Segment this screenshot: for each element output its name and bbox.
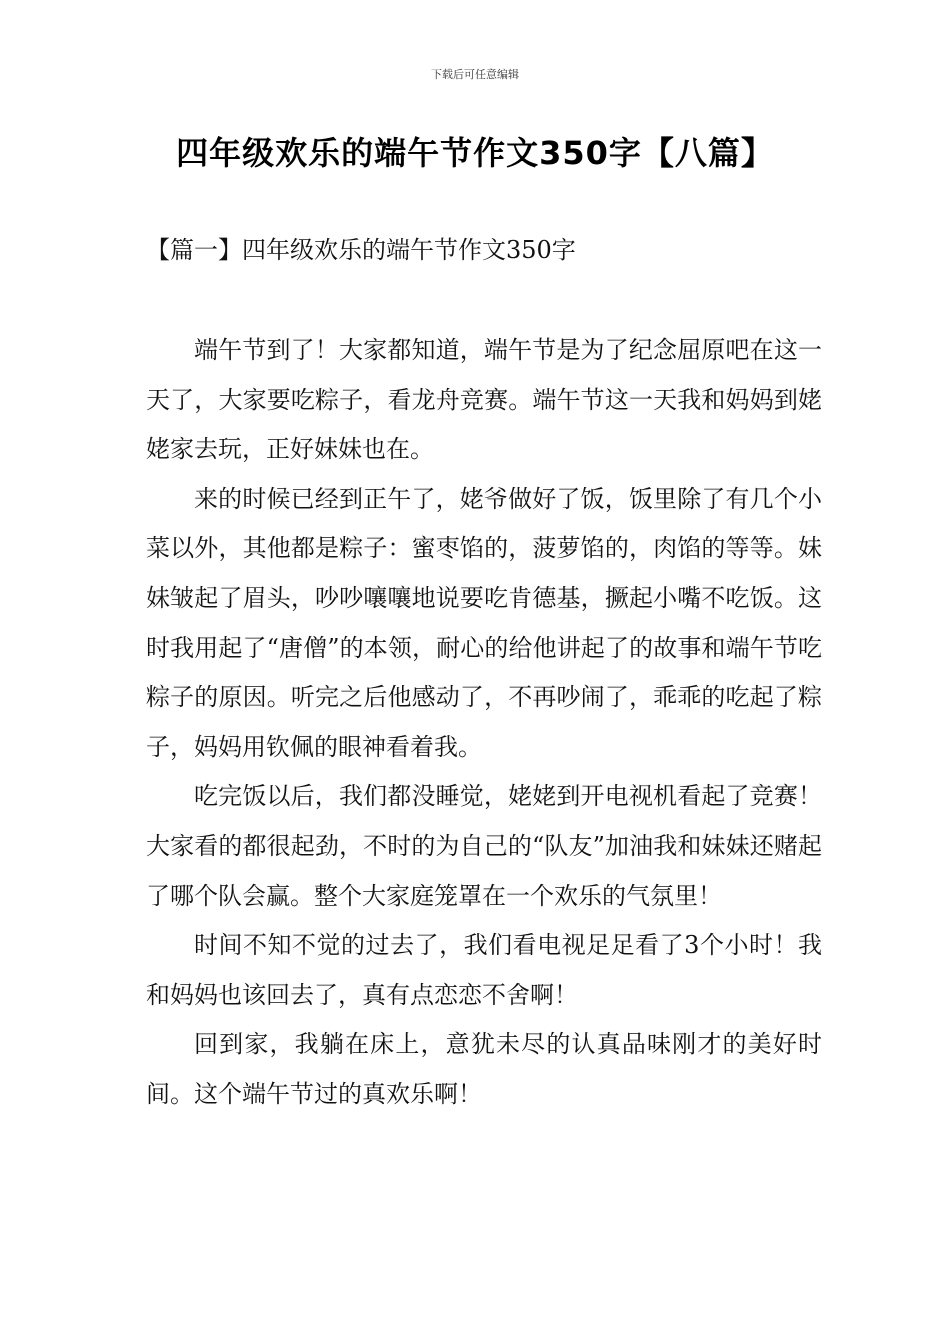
paragraph-5: 回到家，我躺在床上，意犹未尽的认真品味刚才的美好时间。这个端午节过的真欢乐啊！: [146, 1030, 822, 1108]
article-body: [146, 326, 822, 1120]
paragraph-4: 时间不知不觉的过去了，我们看电视足足看了3个小时！我和妈妈也该回去了，真有点恋恋不舍啊！: [146, 931, 822, 1009]
paragraph-3: 吃完饭以后，我们都没睡觉，姥姥到开电视机看起了竞赛！大家看的都很起劲，不时的为自己的“队友”加油我和妹妹还赌起了哪个队会赢。整个大家庭笼罩在一个欢乐的气氛里！: [146, 782, 822, 910]
paragraph-1: 端午节到了！大家都知道，端午节是为了纪念屈原吧在这一天了，大家要吃粽子，看龙舟竞赛。端午节这一天我和妈妈到姥姥家去玩，正好妹妹也在。: [146, 336, 822, 464]
paragraph-2: 来的时候已经到正午了，姥爷做好了饭，饭里除了有几个小菜以外，其他都是粽子：蜜枣馅的，菠萝馅的，肉馅的等等。妹妹皱起了眉头，吵吵嚷嚷地说要吃肯德基，撅起小嘴不吃饭。这时我用起了“唐僧”的本领，耐心的给他讲起了的故事和端午节吃粽子的原因。听完之后他感动了，不再吵闹了，乖乖的吃起了粽子，妈妈用钦佩的眼神看着我。: [146, 484, 822, 761]
document-title: 四年级欢乐的端午节作文350字【八篇】: [176, 134, 774, 172]
section-heading: 【篇一】四年级欢乐的端午节作文350字: [146, 236, 576, 264]
header-note: 下载后可任意编辑: [431, 68, 519, 81]
